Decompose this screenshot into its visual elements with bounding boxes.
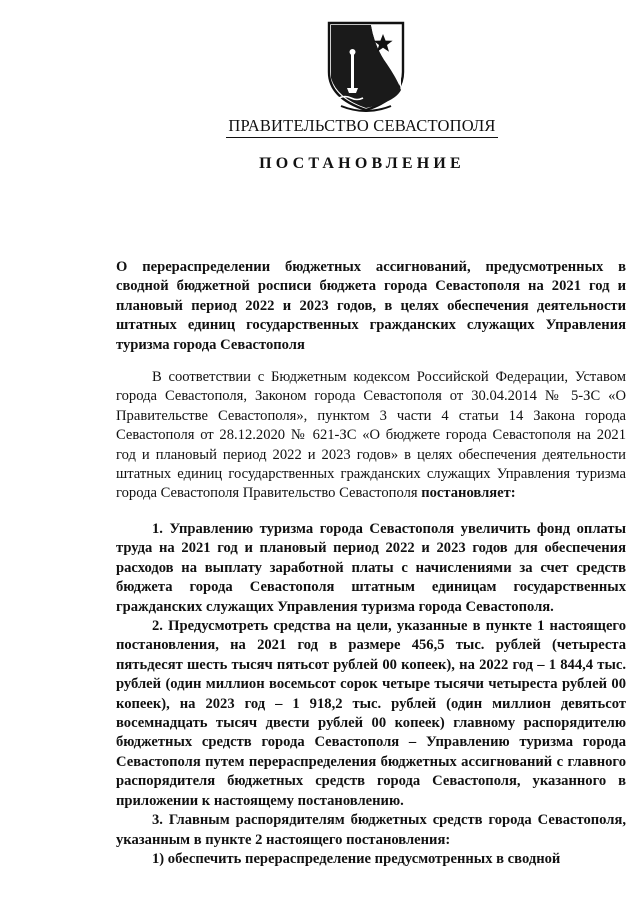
item-2-paragraph: 2. Предусмотреть средства на цели, указанные в пункте 1 настоящего постановления, на 2021 год в размере 456,5 тыс. рублей (четыреста пятьдесят шесть тысяч пятьсот рублей 00 копеек), на 2022 год – 1 844,4 тыс. рублей (один миллион восемьсот сорок четыре тысячи четыреста рублей 00 копеек), на 2023 год – 1 918,2 тыс. рублей (один миллион девятьсот восемнадцать тысяч двести рублей 00 копеек) главному распорядителю бюджетных средств города Севастополя – Управлению туризма города Севастополя путем перераспределения бюджетных ассигнований с главного распорядителя бюджетных средств города Севастополя, указанного в приложении к настоящему постановлению.	[116, 618, 626, 809]
resolves-keyword: постановляет:	[421, 485, 516, 502]
preamble-block	[116, 368, 626, 504]
preamble-paragraph	[116, 368, 626, 504]
item-3-paragraph: 3. Главным распорядителям бюджетных средств города Севастополя, указанным в пункте 2 настоящего постановления:	[116, 812, 626, 848]
document-type-heading: ПОСТАНОВЛЕНИЕ	[259, 155, 465, 172]
sevastopol-coat-of-arms-icon	[325, 20, 407, 112]
document-subject: О перераспределении бюджетных ассигнований, предусмотренных в сводной бюджетной росписи бюджета города Севастополя на 2021 год и плановый период 2022 и 2023 годов, в целях обеспечения деятельности штатных единиц государственных гражданских служащих Управления туризма города Севастополя	[116, 259, 626, 353]
government-title	[0, 116, 640, 138]
government-title-text: ПРАВИТЕЛЬСТВО СЕВАСТОПОЛЯ	[226, 116, 497, 138]
preamble-text: В соответствии с Бюджетным кодексом Российской Федерации, Уставом города Севастополя, Законом города Севастополя от 30.04.2014 № 5-ЗС «О Правительстве Севастополя», пунктом 3 части 4 статьи 14 Закона города Севастополя от 28.12.2020 № 621-ЗС «О бюджете города Севастополя на 2021 год и плановый период 2022 и 2023 годов» в целях обеспечения деятельности штатных единиц государственных гражданских служащих Управления туризма города Севастополя Правительство Севастополя	[116, 369, 626, 502]
resolution-items	[116, 520, 626, 869]
item-1-paragraph: 1. Управлению туризма города Севастополя увеличить фонд оплаты труда на 2021 год и плановый период 2022 и 2023 годов для обеспечения расходов на выплату заработной платы с начислениями за счет средств бюджета города Севастополя штатным единицам государственных гражданских служащих Управления туризма города Севастополя.	[116, 521, 626, 615]
item-3-1-paragraph: 1) обеспечить перераспределение предусмотренных в сводной	[152, 850, 561, 867]
